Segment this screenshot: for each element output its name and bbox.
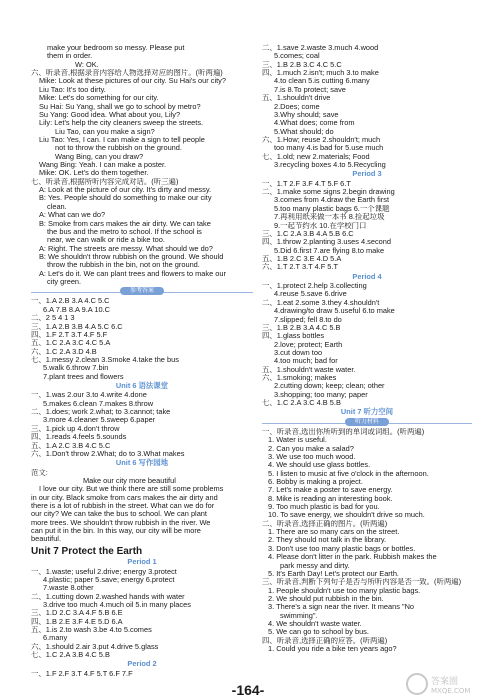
answer-line: 3.shopping; too many; paper [274,390,368,399]
answer-line: 四、1.B 2.E 3.F 4.E 5.D 6.A [31,617,123,626]
answer-line: 2.love; protect; Earth [274,340,343,349]
section-heading: Unit 7 听力空间 [340,407,394,417]
answer-line: 六、1.should 2.air 3.put 4.drive 5.glass [31,642,159,651]
answer-line: 六、1.C 2.A 3.D 4.B [31,347,97,356]
svg-text:答案圈: 答案圈 [431,677,459,687]
answer-line: 六、1.Don't throw 2.What; do to 3.What makes [31,449,185,458]
answer-line: 4. We shouldn't waste water. [268,620,362,629]
answer-line: 四、1.F 2.T 3.T 4.F 5.F [31,330,108,339]
answer-line: 3.cut down too [274,348,323,357]
answer-line: more trees. We shouldn't throw rubbish in the river. We [31,518,211,527]
answer-line: beautiful. [31,535,61,544]
answer-line: B: We shouldn't throw rubbish on the ground. We should [39,252,224,261]
answer-line: clean. [47,202,67,211]
answer-line: 4. We should use glass bottles. [268,461,371,470]
section-heading: Period 4 [352,271,382,281]
answer-line: 四、1.much 2.isn't; much 3.to make [262,69,379,78]
answer-line: 6.A 7.B 8.A 9.A 10.C [43,305,110,314]
answer-line: 6. Bobby is making a project. [268,477,363,486]
answer-line: A: Let's do it. We can plant trees and flowers to make our [39,269,226,278]
answer-line: 5.Did 6.first 7.are flying 8.to make [274,246,385,255]
answer-line: A: What can we do? [39,211,106,220]
answer-line: 三、1.C 2.A 3.B 4.A 5.B 6.C [262,229,354,238]
answer-line: 1. Water is useful. [268,436,327,445]
answer-line: 四、1.throw 2.planting 3.uses 4.second [262,238,392,247]
answer-line: 六、1.How; reuse 2.shouldn't; much [262,135,381,144]
answer-line: the bus and the metro to school. If the school is [47,227,202,236]
answer-line: Su Hai: Su Yang, shall we go to school by metro? [39,102,201,111]
answer-line: 4.reuse 5.save 6.drive [274,290,347,299]
answer-line: 5. We can go to school by bus. [268,628,369,637]
answer-line: W: OK. [75,60,99,69]
answer-line: 四、1.reads 4.feels 5.sounds [31,433,127,442]
answer-line: in our city. Black smoke from cars makes the air dirty and [31,493,218,502]
answer-line: our city? We can take the bus to school. We can plant [31,510,207,519]
answer-line: A: Look at the picture of our city. It's dirty and messy. [39,186,212,195]
answer-line: 2. Can you make a salad? [268,444,354,453]
answer-line: 3.drive too much 4.much oil 5.in many places [43,600,191,609]
section-heading: Period 2 [127,659,157,669]
answer-line: 5.makes 6.clean 7.makes 8.throw [43,399,154,408]
answer-line: B: Smoke from cars makes the air dirty. We can take [39,219,211,228]
answer-line: 3.comes from 4.draw the Earth first [274,196,390,205]
answer-line: 七、1.old; new 2.materials; Food [262,152,370,161]
answer-line: city green. [47,278,82,287]
answer-line: 范文: [31,468,48,477]
answer-line: not to throw the rubbish on the ground. [55,144,182,153]
section-badge-row [31,287,253,297]
unit-heading: Unit 7 Protect the Earth [31,545,143,557]
answer-line: Liu Tao, can you make a sign? [55,127,155,136]
answer-line: 二、1.does; work 2.what; to 3.cannot; take [31,408,171,417]
section-heading: Unit 6 写作园地 [115,458,169,468]
answer-line: 六、听录音,根据录音内容给人物选择对应的图片。(听两遍) [31,69,223,78]
answer-line: 七、1.messy 2.clean 3.Smoke 4.take the bus [31,355,179,364]
answer-line: 1. Could you ride a bike ten years ago? [268,645,397,654]
answer-line: 五、1.A 2.C 3.B 4.C 5.C [31,441,111,450]
answer-line: 4.What does; come from [274,119,355,128]
answer-line: Lily: Let's help the city cleaners sweep the streets. [39,119,204,128]
answer-line: 一、1.was 2.our 3.to 4.write 4.done [31,391,147,400]
answer-line: 三、1.D 2.C 3.A 4.F 5.B 6.E [31,609,123,618]
answer-line: 三、1.A 2.B 3.B 4.A 5.C 6.C [31,322,123,331]
answer-line: park messy and dirty. [280,561,350,570]
answer-line: Liu Tao: It's too dirty. [39,85,106,94]
answer-line: 5.comes; coal [274,52,320,61]
watermark-logo [405,672,495,696]
answer-line: 10. To save energy, we shouldn't drive so much. [268,511,425,520]
answer-line: 五、1.shouldn't waste water. [262,365,356,374]
answer-line: 1. People shouldn't use too many plastic bags. [268,586,421,595]
answer-line: 二、1.save 2.waste 3.much 4.wood [262,44,379,52]
answer-line: 2. They should not talk in the library. [268,536,387,545]
section-heading: Period 1 [127,557,157,567]
answer-line: swimming". [280,611,318,620]
answer-line: Liu Tao: Yes, I can. I can make a sign to tell people [39,135,205,144]
answer-line: Su Yang: Good idea. What about you, Lily? [39,110,181,119]
answer-line: them in order. [47,52,93,61]
answer-line: 4.drawing/to draw 5.useful 6.to make [274,307,395,316]
answer-line: 四、1.glass bottles [262,332,325,341]
answer-line: 3.Why should; save [274,110,339,119]
answer-line: Mike: OK. Let's do them together. [39,169,149,178]
answer-line: 3. We use too much wood. [268,452,356,461]
left-column [31,44,253,678]
answer-line: 三、1.B 2.B 3.C 4.C 5.C [262,60,342,69]
page-number: -164- [231,682,265,698]
answer-line: 7.waste 8.other [43,584,94,593]
answer-line: Make our city more beautiful [83,476,176,485]
answer-line: 8. Mike is reading an interesting book. [268,494,393,503]
answer-line: 四、听录音,选择正确的应答。(听两遍) [262,636,388,645]
answer-line: 二、1.make some signs 2.begin drawing [262,188,395,197]
section-badge: 参考答案 [120,287,164,295]
answer-line: too many 4.is bad for 5.use much [274,144,384,153]
answer-line: can put it in the bin. In this way, our city will be more [31,527,201,536]
answer-line: 3. There's a sign near the river. It means "No [268,603,415,612]
answer-line: 1. There are so many cars on the street. [268,528,400,537]
answer-line: 7.slipped; fell 8.to do [274,315,342,324]
answer-line: 4.too much; bad for [274,357,338,366]
answer-line: 二、2 5 4 1 3 [31,314,75,323]
answer-line: 5.too many plastic bags 6.一个课题 [274,204,390,213]
answer-line: 七、1.C 2.A 3.B 4.C 5.B [31,651,110,660]
answer-line: 4.to clean 5.is cutting 6.many [274,77,370,86]
answer-line: 7. Let's make a poster to save energy. [268,486,393,495]
answer-line: 3.recycling boxes 4.to 5.Recycling [274,161,386,170]
answer-line: 4. Please don't litter in the park. Rubbish makes the [268,553,437,562]
answer-line: there is a lot of rubbish in the street. What can we do for [31,502,215,511]
right-column [262,44,472,654]
answer-line: 5. I listen to music at five o'clock in the afternoon. [268,469,429,478]
answer-line: 5.What should; do [274,127,334,136]
answer-line: Wang Bing: Yeah. I can make a poster. [39,161,167,170]
answer-line: 五、1.shouldn't drive [262,94,331,103]
answer-line: 一、1.F 2.F 3.T 4.F 5.T 6.F 7.F [31,669,133,678]
answer-line: 一、1.protect 2.help 3.collecting [262,282,367,291]
answer-line: 六、1.smoking; makes [262,374,337,383]
answer-line: I love our city. But we think there are still some problems [39,485,224,494]
answer-line: 4.plastic; paper 5.save; energy 6.protect [43,575,175,584]
answer-line: 三、1.pick up 4.don't throw [31,424,120,433]
answer-line: 三、听录音,判断下列句子是否与所听内容是否一致。(听两遍) [262,578,462,587]
answer-line: 一、1.T 2.F 3.F 4.T 5.F 6.T [262,179,351,188]
answer-line: 2. We should put rubbish in the bin. [268,595,384,603]
answer-line: 五、1.B 2.C 3.E 4.D 5.A [262,254,342,263]
answer-line: 六、1.T 2.T 3.T 4.F 5.T [262,263,338,272]
answer-line: 3. Don't use too many plastic bags or bottles. [268,544,416,553]
answer-line: 七、1.C 2.A 3.C 4.B 5.B [262,399,341,408]
answer-line: 3.more 4.cleaner 5.sweep 6.paper [43,416,156,425]
section-badge-row [262,418,472,428]
answer-line: A: Right. The streets are messy. What should we do? [39,244,213,253]
answer-line: make your bedroom so messy. Please put [47,44,185,52]
answer-line: 5.walk 6.throw 7.bin [43,364,109,373]
answer-line: 9.一起节约水 10.在学校门口 [274,221,367,230]
answer-line: 7.再利用纸来做一本书 8.捡起垃圾 [274,213,385,222]
answer-line: 五、1.is 2.to wash 3.be 4.to 5.comes [31,626,152,635]
answer-line: 9. Too much plastic is bad for you. [268,503,380,512]
answer-line: 二、1.cutting down 2.washed hands with water [31,592,185,601]
answer-line: Mike: Let's do something for our city. [39,94,159,103]
answer-line: 二、听录音,选择正确的图片。(听两遍) [262,519,388,528]
answer-line: 三、1.B 2.B 3.A 4.C 5.B [262,323,341,332]
section-heading: Period 3 [352,169,382,179]
answer-line: 二、1.eat 2.some 3.they 4.shouldn't [262,298,380,307]
answer-line: 七、听录音,根据所听内容完成对话。(听三遍) [31,177,179,186]
answer-line: Mike: Look at these pictures of our city. Su Hai's our city? [39,77,226,86]
answer-line: 2.Does; come [274,102,320,111]
answer-line: 一、1.waste; useful 2.drive; energy 3.protect [31,567,177,576]
answer-line: 7.is 8.To protect; save [274,85,346,94]
answer-line: 五、1.C 2.A 3.C 4.C 5.A [31,339,111,348]
answer-line: 一、1.A 2.B 3.A 4.C 5.C [31,297,110,306]
answer-line: 一、听录音,选出你所听到的单词或词组。(听两遍) [262,427,425,436]
answer-line: Wang Bing, can you draw? [55,152,144,161]
section-heading: Unit 6 语法课堂 [115,381,169,391]
svg-text:MXQE.COM: MXQE.COM [431,687,471,695]
answer-line: B: Yes. People should do something to make our city [39,194,212,203]
answer-line: 5. It's Earth Day! Let's protect our Earth. [268,569,399,578]
answer-line: 2.cutting down; keep; clean; other [274,382,385,391]
answer-line: near, we can walk or ride a bike too. [47,236,165,245]
answer-line: throw the rubbish in the bin, not on the ground. [47,261,200,270]
answer-line: 7.plant trees and flowers [43,372,124,381]
section-badge: 听力材料 [345,418,389,426]
answer-line: 6.many [43,634,68,643]
